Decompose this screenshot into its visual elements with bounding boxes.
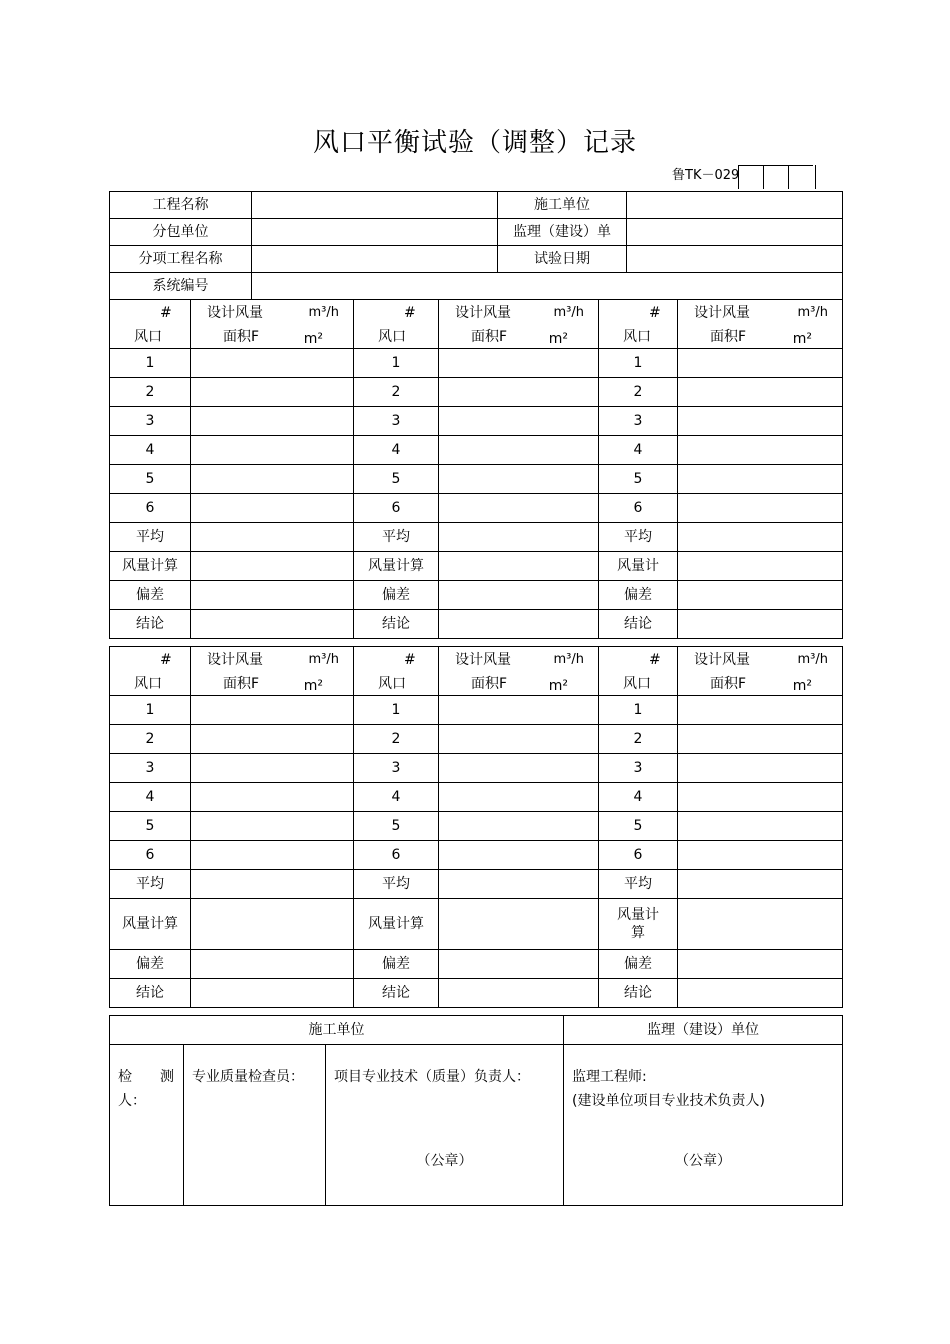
hash-label: # xyxy=(160,305,172,321)
quality-inspector-label: 专业质量检查员： xyxy=(192,1069,304,1085)
row-number: 6 xyxy=(599,841,678,870)
value-cell[interactable] xyxy=(439,979,599,1008)
design-airflow-header xyxy=(191,300,354,349)
deviation-label: 偏差 xyxy=(110,950,191,979)
tester-cell[interactable] xyxy=(110,1045,184,1206)
row-number: 1 xyxy=(354,696,439,725)
value-cell[interactable] xyxy=(678,494,843,523)
airflow-calc-label: 风量计算 xyxy=(110,552,191,581)
value-cell[interactable] xyxy=(678,812,843,841)
airflow-calc-label: 风量计算 xyxy=(354,552,439,581)
value-cell[interactable] xyxy=(439,696,599,725)
code-box[interactable] xyxy=(788,165,813,189)
value-cell[interactable] xyxy=(191,870,354,899)
outlet-header xyxy=(354,300,439,349)
row-number: 3 xyxy=(110,754,191,783)
row-number: 2 xyxy=(110,725,191,754)
hash-label: # xyxy=(160,652,172,668)
row-number: 5 xyxy=(110,465,191,494)
sub-project-field[interactable] xyxy=(252,246,498,273)
code-box[interactable] xyxy=(738,165,763,189)
value-cell[interactable] xyxy=(191,899,354,950)
value-cell[interactable] xyxy=(191,610,354,639)
construction-unit-label: 施工单位 xyxy=(498,192,627,219)
value-cell[interactable] xyxy=(439,841,599,870)
supervising-engineer-cell[interactable] xyxy=(564,1045,843,1206)
project-name-label: 工程名称 xyxy=(110,192,252,219)
value-cell[interactable] xyxy=(191,436,354,465)
hash-label: # xyxy=(649,305,661,321)
value-cell[interactable] xyxy=(191,725,354,754)
value-cell[interactable] xyxy=(191,494,354,523)
airflow-unit: m³/h xyxy=(308,305,339,320)
design-airflow-label: 设计风量 xyxy=(207,305,263,321)
design-airflow-header xyxy=(678,647,843,696)
value-cell[interactable] xyxy=(678,465,843,494)
design-airflow-label: 设计风量 xyxy=(455,652,511,668)
value-cell[interactable] xyxy=(439,725,599,754)
row-number: 1 xyxy=(110,696,191,725)
row-number: 5 xyxy=(599,812,678,841)
hash-label: # xyxy=(404,305,416,321)
outlet-header xyxy=(599,300,678,349)
value-cell[interactable] xyxy=(678,841,843,870)
page-title: 风口平衡试验（调整）记录 xyxy=(312,128,637,158)
row-number: 2 xyxy=(110,378,191,407)
form-code: 鲁TK－029 xyxy=(672,168,740,183)
value-cell[interactable] xyxy=(439,436,599,465)
row-number: 4 xyxy=(354,436,439,465)
quality-inspector-cell[interactable] xyxy=(184,1045,326,1206)
outlet-label: 风口 xyxy=(623,676,651,692)
airflow-unit: m³/h xyxy=(797,305,828,320)
row-number: 2 xyxy=(599,725,678,754)
value-cell[interactable] xyxy=(191,349,354,378)
value-cell[interactable] xyxy=(439,610,599,639)
deviation-label: 偏差 xyxy=(354,950,439,979)
average-label: 平均 xyxy=(110,523,191,552)
area-unit: m² xyxy=(548,678,568,694)
value-cell[interactable] xyxy=(439,870,599,899)
deviation-label: 偏差 xyxy=(599,950,678,979)
row-number: 2 xyxy=(599,378,678,407)
row-number: 1 xyxy=(599,349,678,378)
airflow-calc-label: 风量计算 xyxy=(110,899,191,950)
area-label: 面积F xyxy=(710,676,747,692)
row-number: 5 xyxy=(354,812,439,841)
test-date-field[interactable] xyxy=(627,246,843,273)
outlet-table-1 xyxy=(109,299,843,639)
outlet-label: 风口 xyxy=(378,676,406,692)
technical-lead-label: 项目专业技术（质量）负责人： xyxy=(334,1069,530,1085)
deviation-label: 偏差 xyxy=(599,581,678,610)
row-number: 1 xyxy=(110,349,191,378)
conclusion-label: 结论 xyxy=(599,610,678,639)
row-number: 6 xyxy=(354,494,439,523)
row-number: 6 xyxy=(110,841,191,870)
airflow-unit: m³/h xyxy=(553,305,584,320)
design-airflow-label: 设计风量 xyxy=(207,652,263,668)
value-cell[interactable] xyxy=(678,979,843,1008)
outlet-label: 风口 xyxy=(134,329,162,345)
row-number: 4 xyxy=(110,783,191,812)
outlet-table-2 xyxy=(109,646,843,1008)
row-number: 3 xyxy=(354,754,439,783)
project-name-field[interactable] xyxy=(252,192,498,219)
value-cell[interactable] xyxy=(678,378,843,407)
average-label: 平均 xyxy=(599,523,678,552)
area-unit: m² xyxy=(303,678,323,694)
value-cell[interactable] xyxy=(191,979,354,1008)
row-number: 5 xyxy=(599,465,678,494)
row-number: 4 xyxy=(599,783,678,812)
design-airflow-label: 设计风量 xyxy=(694,305,750,321)
owner-technical-lead-label: (建设单位项目专业技术负责人) xyxy=(572,1093,765,1109)
value-cell[interactable] xyxy=(439,407,599,436)
row-number: 4 xyxy=(599,436,678,465)
value-cell[interactable] xyxy=(191,407,354,436)
value-cell[interactable] xyxy=(191,523,354,552)
value-cell[interactable] xyxy=(678,407,843,436)
value-cell[interactable] xyxy=(439,899,599,950)
conclusion-label: 结论 xyxy=(110,979,191,1008)
construction-unit-heading: 施工单位 xyxy=(110,1016,564,1045)
sub-project-label: 分项工程名称 xyxy=(110,246,252,273)
row-number: 4 xyxy=(354,783,439,812)
area-label: 面积F xyxy=(471,676,508,692)
value-cell[interactable] xyxy=(439,783,599,812)
area-label: 面积F xyxy=(710,329,747,345)
test-date-label: 试验日期 xyxy=(498,246,627,273)
deviation-label: 偏差 xyxy=(354,581,439,610)
value-cell[interactable] xyxy=(191,783,354,812)
value-cell[interactable] xyxy=(678,610,843,639)
area-unit: m² xyxy=(792,331,812,347)
conclusion-label: 结论 xyxy=(599,979,678,1008)
value-cell[interactable] xyxy=(678,552,843,581)
conclusion-label: 结论 xyxy=(110,610,191,639)
outlet-header xyxy=(110,647,191,696)
area-unit: m² xyxy=(548,331,568,347)
design-airflow-header xyxy=(439,647,599,696)
value-cell[interactable] xyxy=(191,581,354,610)
value-cell[interactable] xyxy=(191,812,354,841)
airflow-calc-label: 风量计 算 xyxy=(599,899,678,950)
subcontractor-label: 分包单位 xyxy=(110,219,252,246)
airflow-calc-label: 风量计算 xyxy=(354,899,439,950)
row-number: 3 xyxy=(110,407,191,436)
value-cell[interactable] xyxy=(191,378,354,407)
area-label: 面积F xyxy=(471,329,508,345)
system-no-label: 系统编号 xyxy=(110,273,252,300)
value-cell[interactable] xyxy=(191,552,354,581)
design-airflow-header xyxy=(439,300,599,349)
seal-right: （公章） xyxy=(675,1153,731,1169)
system-no-field[interactable] xyxy=(252,273,843,300)
row-number: 6 xyxy=(599,494,678,523)
average-label: 平均 xyxy=(354,870,439,899)
value-cell[interactable] xyxy=(191,841,354,870)
value-cell[interactable] xyxy=(678,436,843,465)
average-label: 平均 xyxy=(110,870,191,899)
conclusion-label: 结论 xyxy=(354,979,439,1008)
row-number: 3 xyxy=(599,754,678,783)
airflow-unit: m³/h xyxy=(308,652,339,667)
airflow-unit: m³/h xyxy=(797,652,828,667)
value-cell[interactable] xyxy=(678,870,843,899)
design-airflow-header xyxy=(191,647,354,696)
outlet-header xyxy=(354,647,439,696)
airflow-calc-label: 风量计 xyxy=(599,552,678,581)
average-label: 平均 xyxy=(354,523,439,552)
design-airflow-header xyxy=(678,300,843,349)
row-number: 5 xyxy=(354,465,439,494)
value-cell[interactable] xyxy=(439,523,599,552)
value-cell[interactable] xyxy=(678,725,843,754)
value-cell[interactable] xyxy=(439,950,599,979)
value-cell[interactable] xyxy=(678,349,843,378)
value-cell[interactable] xyxy=(439,754,599,783)
row-number: 1 xyxy=(599,696,678,725)
area-label: 面积F xyxy=(223,676,260,692)
row-number: 3 xyxy=(599,407,678,436)
average-label: 平均 xyxy=(599,870,678,899)
area-unit: m² xyxy=(792,678,812,694)
tester-label: 检 测 人： xyxy=(118,1069,174,1109)
hash-label: # xyxy=(404,652,416,668)
code-box[interactable] xyxy=(763,165,788,189)
value-cell[interactable] xyxy=(439,581,599,610)
supervision-unit-label: 监理（建设）单 xyxy=(498,219,627,246)
outlet-header xyxy=(599,647,678,696)
outlet-label: 风口 xyxy=(134,676,162,692)
outlet-header xyxy=(110,300,191,349)
row-number: 1 xyxy=(354,349,439,378)
value-cell[interactable] xyxy=(191,465,354,494)
signature-table xyxy=(109,1015,843,1206)
subcontractor-field[interactable] xyxy=(252,219,498,246)
value-cell[interactable] xyxy=(439,378,599,407)
row-number: 3 xyxy=(354,407,439,436)
project-info-table xyxy=(109,191,843,300)
area-label: 面积F xyxy=(223,329,260,345)
value-cell[interactable] xyxy=(678,783,843,812)
value-cell[interactable] xyxy=(191,754,354,783)
design-airflow-label: 设计风量 xyxy=(455,305,511,321)
area-unit: m² xyxy=(303,331,323,347)
value-cell[interactable] xyxy=(678,696,843,725)
value-cell[interactable] xyxy=(439,494,599,523)
construction-unit-field[interactable] xyxy=(627,192,843,219)
outlet-label: 风口 xyxy=(378,329,406,345)
design-airflow-label: 设计风量 xyxy=(694,652,750,668)
row-number: 6 xyxy=(110,494,191,523)
row-number: 6 xyxy=(354,841,439,870)
row-number: 4 xyxy=(110,436,191,465)
supervising-engineer-label: 监理工程师: xyxy=(572,1069,647,1085)
value-cell[interactable] xyxy=(678,950,843,979)
value-cell[interactable] xyxy=(439,349,599,378)
row-number: 5 xyxy=(110,812,191,841)
value-cell[interactable] xyxy=(439,812,599,841)
supervision-unit-field[interactable] xyxy=(627,219,843,246)
value-cell[interactable] xyxy=(678,754,843,783)
supervision-unit-heading: 监理（建设）单位 xyxy=(564,1016,843,1045)
row-number: 2 xyxy=(354,725,439,754)
seal-left: （公章） xyxy=(416,1153,473,1169)
value-cell[interactable] xyxy=(191,950,354,979)
technical-lead-cell[interactable] xyxy=(326,1045,564,1206)
value-cell[interactable] xyxy=(191,696,354,725)
row-number: 2 xyxy=(354,378,439,407)
value-cell[interactable] xyxy=(678,899,843,950)
airflow-unit: m³/h xyxy=(553,652,584,667)
hash-label: # xyxy=(649,652,661,668)
outlet-label: 风口 xyxy=(623,329,651,345)
value-cell[interactable] xyxy=(439,465,599,494)
value-cell[interactable] xyxy=(439,552,599,581)
conclusion-label: 结论 xyxy=(354,610,439,639)
deviation-label: 偏差 xyxy=(110,581,191,610)
value-cell[interactable] xyxy=(678,523,843,552)
value-cell[interactable] xyxy=(678,581,843,610)
